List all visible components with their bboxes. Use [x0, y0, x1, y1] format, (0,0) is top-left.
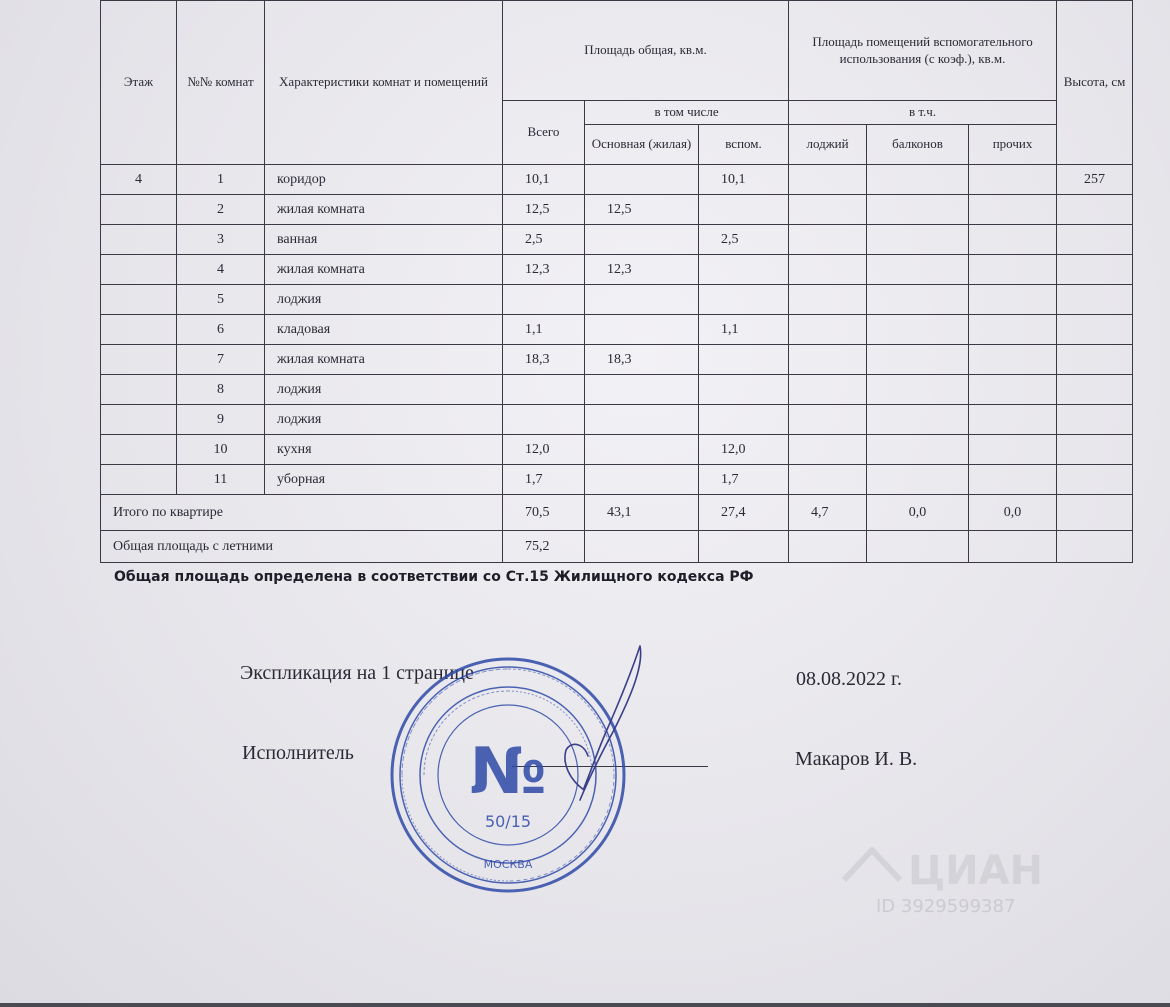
cell-other — [969, 465, 1057, 495]
cell-loggia — [789, 165, 867, 195]
cell-main — [585, 225, 699, 255]
cell-other — [969, 375, 1057, 405]
cell-height: 257 — [1057, 165, 1133, 195]
header-balconies: балконов — [867, 125, 969, 165]
executor-label: Исполнитель — [242, 742, 354, 764]
watermark-id: ID 3929599387 — [876, 896, 1016, 917]
cell-height — [1057, 195, 1133, 225]
header-room-no: №№ комнат — [177, 1, 265, 165]
cell-loggia — [789, 195, 867, 225]
executor-name: Макаров И. В. — [795, 748, 918, 770]
stamp-symbol: № — [469, 735, 547, 809]
cell-other — [969, 195, 1057, 225]
cell-aux: 1,7 — [699, 465, 789, 495]
cell-room-name: коридор — [265, 165, 503, 195]
table-row — [101, 315, 1133, 345]
cell-height — [1057, 285, 1133, 315]
totals-loggias: 4,7 — [789, 495, 867, 531]
cell-aux: 2,5 — [699, 225, 789, 255]
cell-loggia — [789, 315, 867, 345]
cell-aux: 12,0 — [699, 435, 789, 465]
cell-balcony — [867, 195, 969, 225]
cell-room-name: лоджия — [265, 285, 503, 315]
table-row — [101, 255, 1133, 285]
stamp-number: 50/15 — [484, 812, 532, 831]
cell-balcony — [867, 285, 969, 315]
cell-total: 12,5 — [503, 195, 585, 225]
totals-balconies: 0,0 — [867, 495, 969, 531]
header-aux-area: Площадь помещений вспомогательного использования (с коэф.), кв.м. — [789, 1, 1057, 101]
cell-main: 18,3 — [585, 345, 699, 375]
header-main: Основная (жилая) — [585, 125, 699, 165]
header-characteristics: Характеристики комнат и помещений — [265, 1, 503, 165]
cell-total — [503, 375, 585, 405]
cell-room-no: 4 — [177, 255, 265, 285]
cell-aux: 10,1 — [699, 165, 789, 195]
cell-room-name: лоджия — [265, 375, 503, 405]
cell-main — [585, 375, 699, 405]
table-row — [101, 165, 1133, 195]
cell-balcony — [867, 255, 969, 285]
cell-aux — [699, 195, 789, 225]
table-body — [101, 165, 1133, 495]
explication-table — [100, 0, 1133, 563]
cell-height — [1057, 405, 1133, 435]
legal-footnote: Общая площадь определена в соответствии со Ст.15 Жилищного кодекса РФ — [114, 569, 754, 585]
cell-floor — [101, 465, 177, 495]
header-incl-short: в т.ч. — [789, 101, 1057, 125]
cell-aux — [699, 405, 789, 435]
cell-room-no: 9 — [177, 405, 265, 435]
cell-aux — [699, 255, 789, 285]
cell-main — [585, 315, 699, 345]
explication-note: Экспликация на 1 странице — [240, 662, 474, 684]
cell-height — [1057, 375, 1133, 405]
table-row — [101, 405, 1133, 435]
cell-aux — [699, 345, 789, 375]
cell-balcony — [867, 465, 969, 495]
cell-room-no: 8 — [177, 375, 265, 405]
cell-floor — [101, 345, 177, 375]
header-all: Всего — [503, 101, 585, 165]
cell-other — [969, 435, 1057, 465]
cell-loggia — [789, 345, 867, 375]
totals-label: Итого по квартире — [101, 495, 503, 531]
cell-room-name: уборная — [265, 465, 503, 495]
cell-room-no: 2 — [177, 195, 265, 225]
cell-loggia — [789, 435, 867, 465]
summer-area-total: 75,2 — [503, 531, 585, 563]
bottom-edge — [0, 1003, 1170, 1007]
cell-room-no: 11 — [177, 465, 265, 495]
cell-main — [585, 165, 699, 195]
cell-floor — [101, 195, 177, 225]
cell-total: 10,1 — [503, 165, 585, 195]
cell-loggia — [789, 255, 867, 285]
cell-other — [969, 405, 1057, 435]
cell-main — [585, 405, 699, 435]
table-row — [101, 195, 1133, 225]
cell-height — [1057, 465, 1133, 495]
cell-other — [969, 255, 1057, 285]
cell-total: 12,0 — [503, 435, 585, 465]
cell-floor — [101, 315, 177, 345]
cell-other — [969, 345, 1057, 375]
cell-balcony — [867, 375, 969, 405]
cell-total: 1,7 — [503, 465, 585, 495]
cell-balcony — [867, 435, 969, 465]
cell-height — [1057, 315, 1133, 345]
cell-floor: 4 — [101, 165, 177, 195]
cell-total — [503, 405, 585, 435]
cell-room-no: 6 — [177, 315, 265, 345]
header-other: прочих — [969, 125, 1057, 165]
header-loggias: лоджий — [789, 125, 867, 165]
cell-other — [969, 315, 1057, 345]
cell-room-name: кухня — [265, 435, 503, 465]
cell-loggia — [789, 465, 867, 495]
cell-main — [585, 285, 699, 315]
watermark-brand: ЦИАН — [908, 848, 1044, 894]
house-icon — [844, 850, 900, 880]
document-date: 08.08.2022 г. — [796, 668, 902, 690]
cell-height — [1057, 225, 1133, 255]
cell-other — [969, 225, 1057, 255]
header-height: Высота, см — [1057, 1, 1133, 165]
cell-floor — [101, 225, 177, 255]
cell-total — [503, 285, 585, 315]
cell-balcony — [867, 315, 969, 345]
handwritten-signature — [540, 640, 660, 810]
cell-aux — [699, 375, 789, 405]
cell-total: 18,3 — [503, 345, 585, 375]
cell-height — [1057, 255, 1133, 285]
cell-room-name: ванная — [265, 225, 503, 255]
cell-main: 12,5 — [585, 195, 699, 225]
table-row — [101, 225, 1133, 255]
cell-room-name: жилая комната — [265, 255, 503, 285]
cell-aux — [699, 285, 789, 315]
cell-other — [969, 165, 1057, 195]
cell-balcony — [867, 345, 969, 375]
cell-balcony — [867, 405, 969, 435]
cell-room-no: 5 — [177, 285, 265, 315]
cell-height — [1057, 435, 1133, 465]
table-row — [101, 285, 1133, 315]
cell-aux: 1,1 — [699, 315, 789, 345]
cell-balcony — [867, 225, 969, 255]
cell-balcony — [867, 165, 969, 195]
cell-other — [969, 285, 1057, 315]
totals-other: 0,0 — [969, 495, 1057, 531]
table-row — [101, 345, 1133, 375]
cell-loggia — [789, 375, 867, 405]
table-row — [101, 375, 1133, 405]
totals-main: 43,1 — [585, 495, 699, 531]
cell-room-no: 1 — [177, 165, 265, 195]
stamp-city: МОСКВА — [483, 858, 533, 871]
cell-main — [585, 435, 699, 465]
header-total-area: Площадь общая, кв.м. — [503, 1, 789, 101]
cell-room-no: 10 — [177, 435, 265, 465]
table-row — [101, 465, 1133, 495]
cell-room-name: кладовая — [265, 315, 503, 345]
cell-room-name: лоджия — [265, 405, 503, 435]
cian-watermark — [836, 820, 1056, 920]
cell-room-no: 7 — [177, 345, 265, 375]
header-including: в том числе — [585, 101, 789, 125]
cell-floor — [101, 405, 177, 435]
table-row — [101, 435, 1133, 465]
cell-room-no: 3 — [177, 225, 265, 255]
cell-height — [1057, 345, 1133, 375]
cell-floor — [101, 375, 177, 405]
cell-main: 12,3 — [585, 255, 699, 285]
cell-total: 1,1 — [503, 315, 585, 345]
cell-main — [585, 465, 699, 495]
totals-total: 70,5 — [503, 495, 585, 531]
cell-loggia — [789, 405, 867, 435]
cell-loggia — [789, 225, 867, 255]
header-aux: вспом. — [699, 125, 789, 165]
cell-total: 2,5 — [503, 225, 585, 255]
cell-floor — [101, 285, 177, 315]
header-floor: Этаж — [101, 1, 177, 165]
cell-total: 12,3 — [503, 255, 585, 285]
cell-room-name: жилая комната — [265, 345, 503, 375]
cell-floor — [101, 435, 177, 465]
cell-floor — [101, 255, 177, 285]
cell-loggia — [789, 285, 867, 315]
totals-aux: 27,4 — [699, 495, 789, 531]
summer-area-label: Общая площадь с летними — [101, 531, 503, 563]
cell-room-name: жилая комната — [265, 195, 503, 225]
